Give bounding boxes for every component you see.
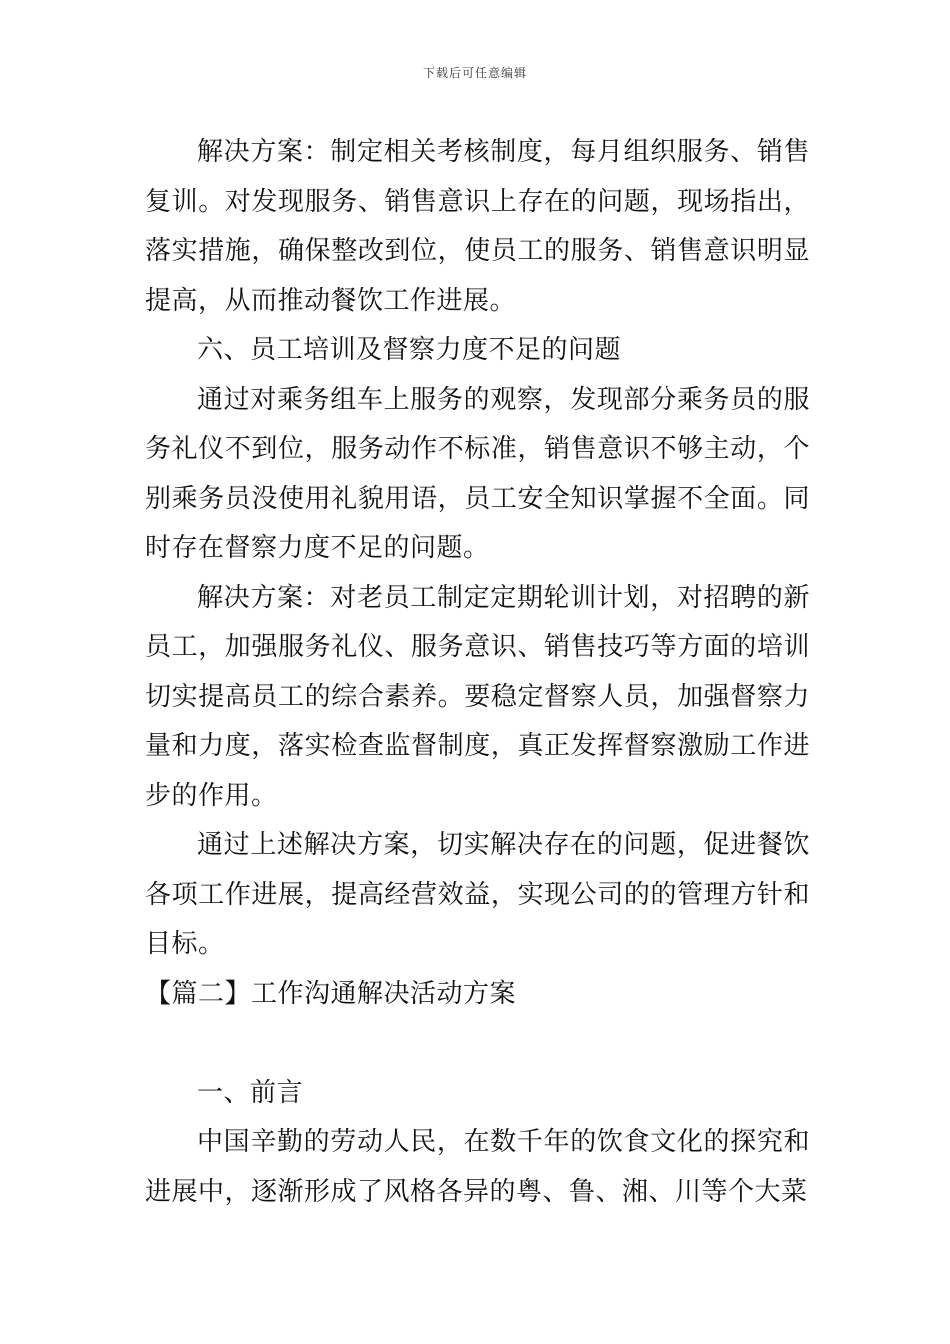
heading-section-six: 六、员工培训及督察力度不足的问题	[197, 335, 622, 365]
heading-preface: 一、前言	[197, 1077, 304, 1108]
paragraph-preface-body: 中国辛勤的劳动人民，在数千年的饮食文化的探究和进展中，逐渐形成了风格各异的粤、鲁、湘、川等个大菜	[145, 1127, 810, 1207]
paragraph-observation: 通过对乘务组车上服务的观察，发现部分乘务员的服务礼仪不到位，服务动作不标准，销售意识不够主动，个别乘务员没使用礼貌用语，员工安全知识掌握不全面。同时存在督察力度不足的问题。	[145, 384, 810, 563]
paragraph-conclusion: 通过上述解决方案，切实解决存在的问题，促进餐饮各项工作进展，提高经营效益，实现公司的的管理方针和目标。	[145, 830, 810, 959]
document-body	[145, 128, 810, 1217]
paragraph-solution-training: 解决方案：制定相关考核制度，每月组织服务、销售复训。对发现服务、销售意识上存在的问题，现场指出，落实措施，确保整改到位，使员工的服务、销售意识明显提高，从而推动餐饮工作进展。	[145, 137, 810, 316]
section-spacer	[145, 1019, 810, 1069]
section-title: 【篇二】工作沟通解决活动方案	[145, 978, 517, 1009]
paragraph-solution-staff: 解决方案：对老员工制定定期轮训计划，对招聘的新员工，加强服务礼仪、服务意识、销售技巧等方面的培训切实提高员工的综合素养。要稳定督察人员，加强督察力量和力度，落实检查监督制度，真正发挥督察激励工作进步的作用。	[145, 582, 810, 811]
header-note: 下载后可任意编辑	[422, 66, 527, 80]
